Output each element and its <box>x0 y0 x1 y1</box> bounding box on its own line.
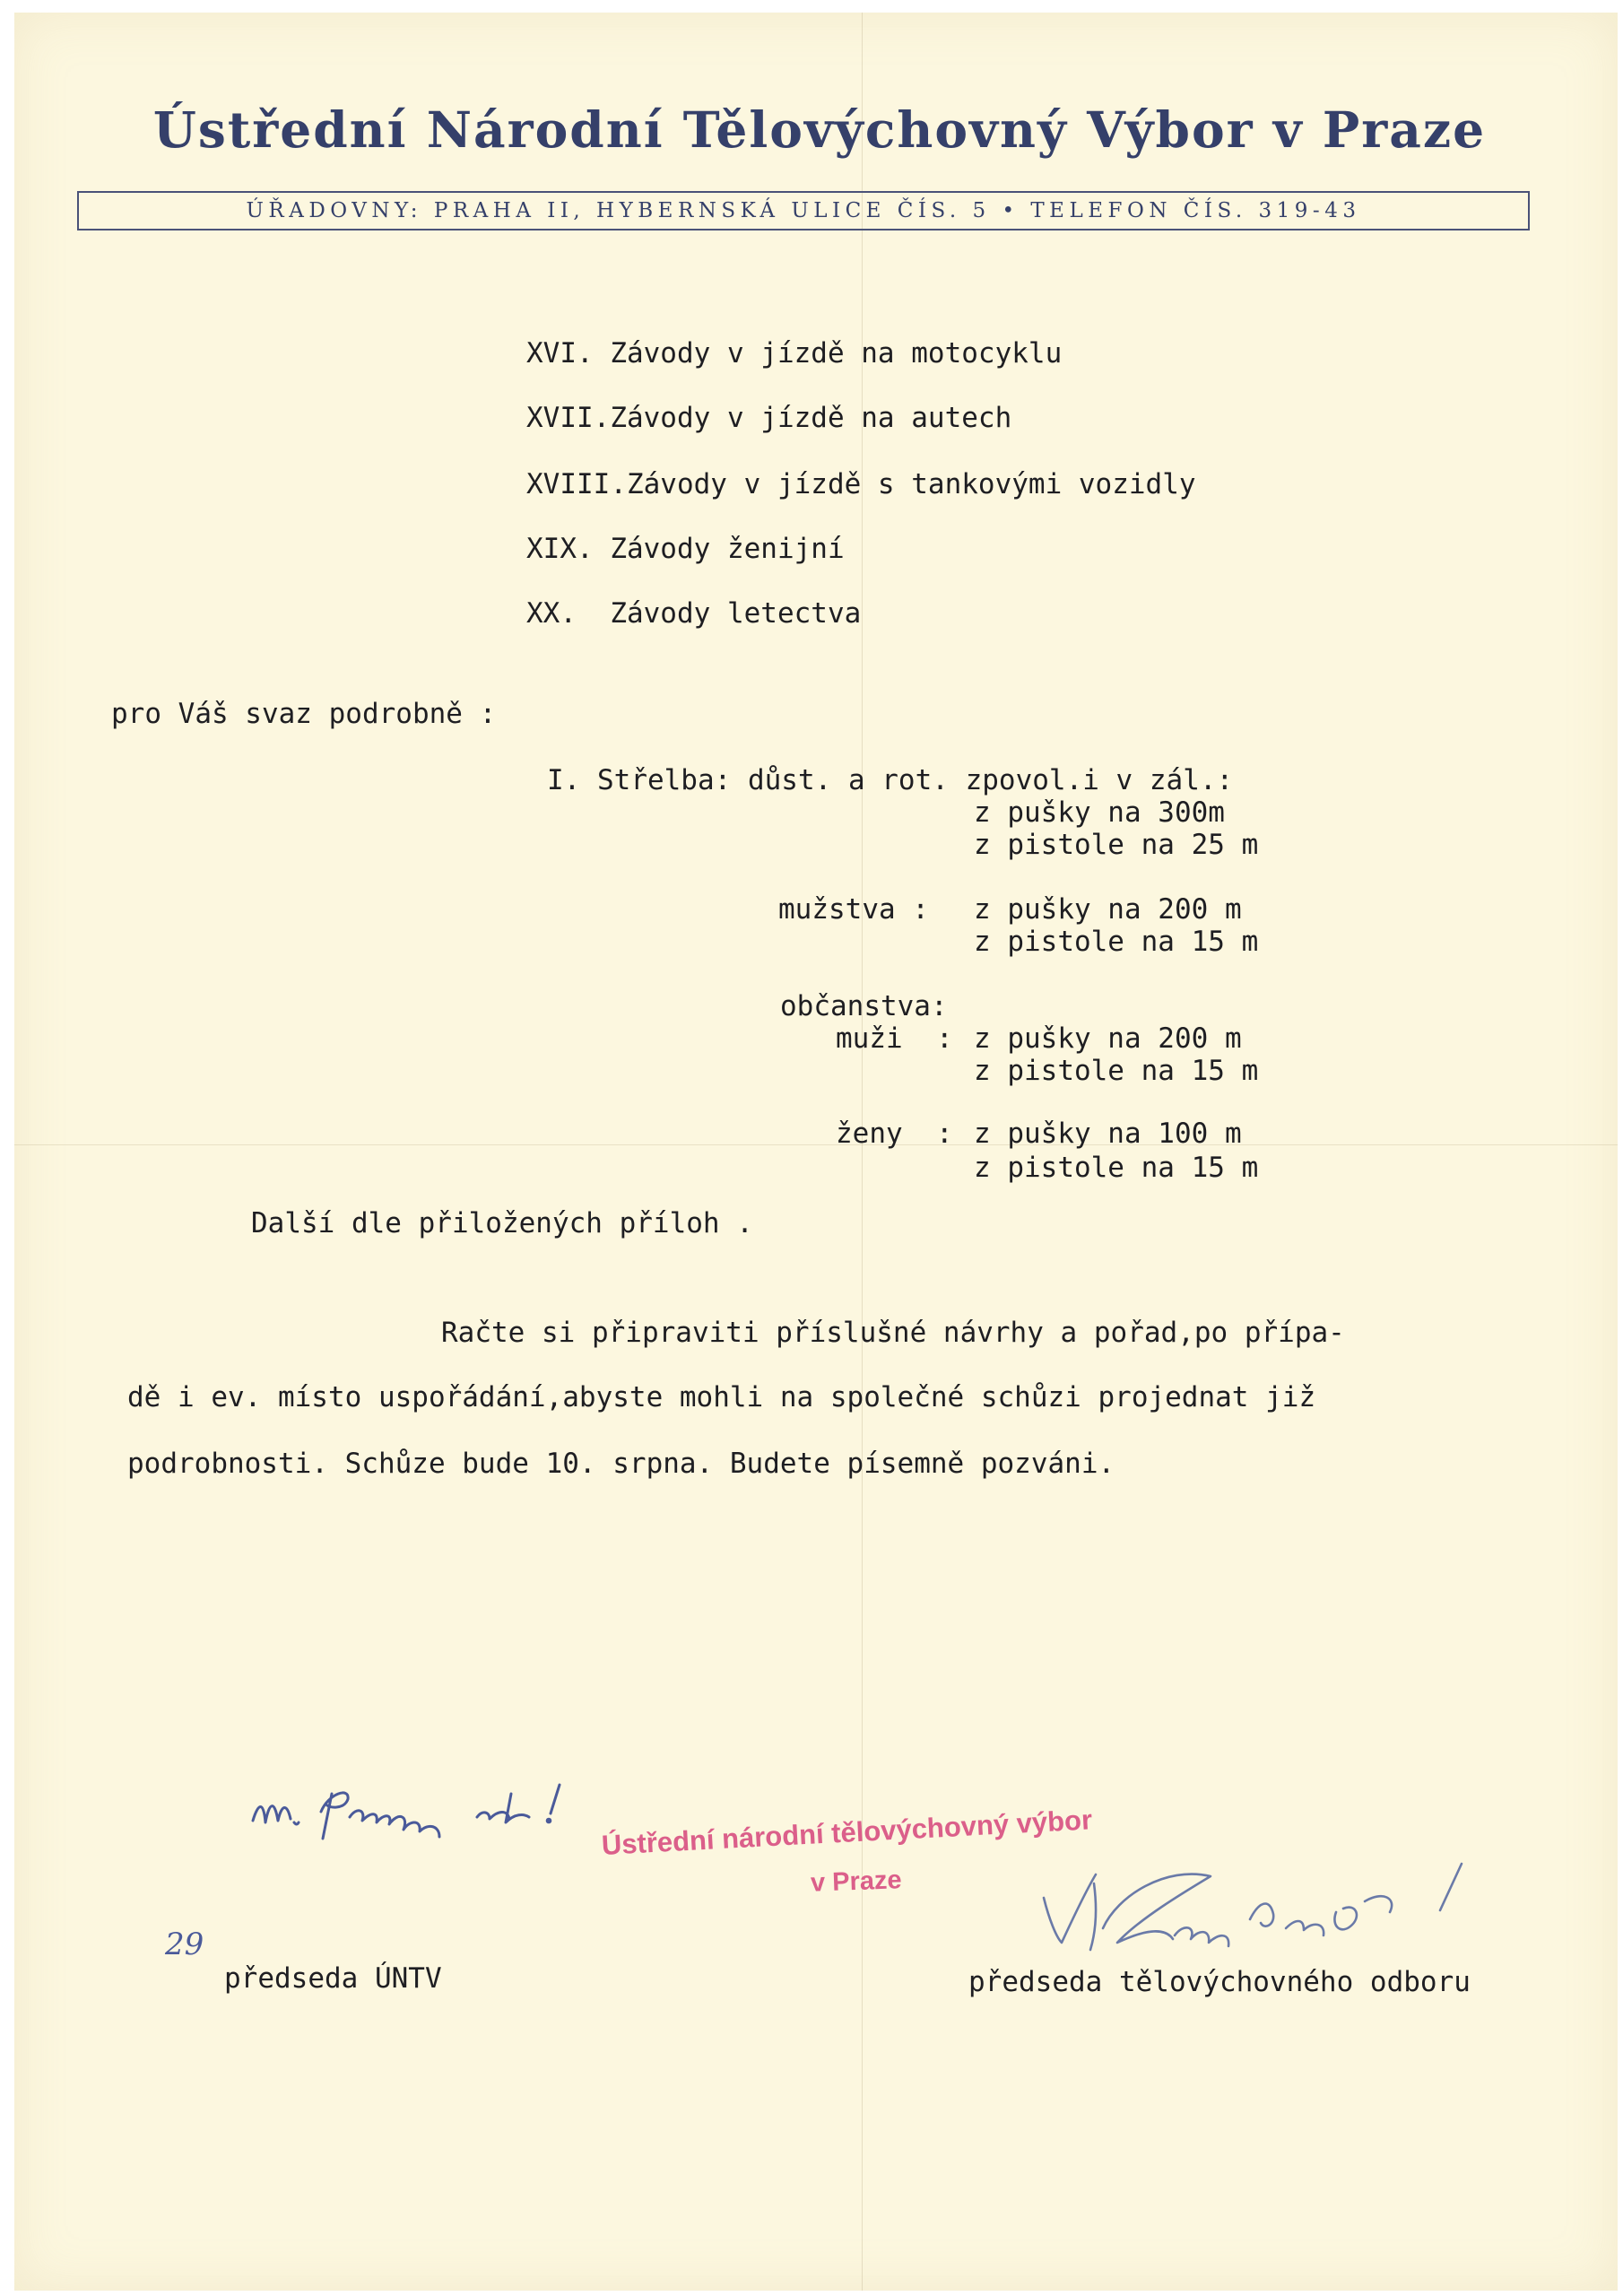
shooting-women-pistol: z pistole na 15 m <box>974 1152 1259 1184</box>
shooting-crew-rifle: z pušky na 200 m <box>974 893 1242 926</box>
institution-stamp-city: v Praze <box>810 1866 903 1898</box>
letterhead-address: ÚŘADOVNY: PRAHA II, HYBERNSKÁ ULICE ČÍS. 5 • TELEFON ČÍS. 319-43 <box>77 191 1530 230</box>
shooting-women-label: ženy : <box>836 1118 953 1150</box>
competition-item: XX. Závody letectva <box>526 597 862 630</box>
shooting-crew-label: mužstva : <box>778 893 929 926</box>
paragraph-line: Račte si připraviti příslušné návrhy a pořad,po přípa- <box>441 1317 1345 1349</box>
left-handwritten-signature <box>242 1767 619 1866</box>
competition-item: XIX. Závody ženijní <box>526 533 845 565</box>
shooting-men-label: muži : <box>836 1022 953 1055</box>
shooting-men-rifle: z pušky na 200 m <box>974 1022 1242 1055</box>
paragraph-line: dě i ev. místo uspořádání,abyste mohli na společné schůzi projednat již <box>127 1381 1316 1413</box>
shooting-men-pistol: z pistole na 15 m <box>974 1055 1259 1087</box>
right-signatory-title: předseda tělovýchovného odboru <box>968 1966 1471 1998</box>
right-handwritten-signature <box>1031 1857 1497 1973</box>
shooting-header: I. Střelba: důst. a rot. zpovol.i v zál.: <box>547 764 1234 796</box>
competition-item: XVI. Závody v jízdě na motocyklu <box>526 337 1063 370</box>
shooting-women-rifle: z pušky na 100 m <box>974 1118 1242 1150</box>
paragraph-line: podrobnosti. Schůze bude 10. srpna. Budete písemně pozváni. <box>127 1448 1115 1480</box>
competition-item: XVII.Závody v jízdě na autech <box>526 402 1012 434</box>
handwritten-number: 29 <box>165 1926 204 1962</box>
shooting-officers-rifle: z pušky na 300m <box>974 796 1225 829</box>
letterhead-title: Ústřední Národní Tělovýchovný Výbor v Praze <box>152 100 1487 159</box>
shooting-crew-pistol: z pistole na 15 m <box>974 926 1259 958</box>
shooting-officers-pistol: z pistole na 25 m <box>974 829 1259 861</box>
competition-item: XVIII.Závody v jízdě s tankovými vozidly <box>526 468 1196 500</box>
left-signatory-title: předseda ÚNTV <box>224 1962 442 1995</box>
shooting-civilians-label: občanstva: <box>780 990 948 1022</box>
paper-fold <box>14 1144 1618 1145</box>
institution-stamp: Ústřední národní tělovýchovný výbor <box>601 1804 1093 1861</box>
further-line: Další dle přiložených příloh . <box>251 1207 753 1239</box>
intro-line: pro Váš svaz podrobně : <box>111 698 497 730</box>
